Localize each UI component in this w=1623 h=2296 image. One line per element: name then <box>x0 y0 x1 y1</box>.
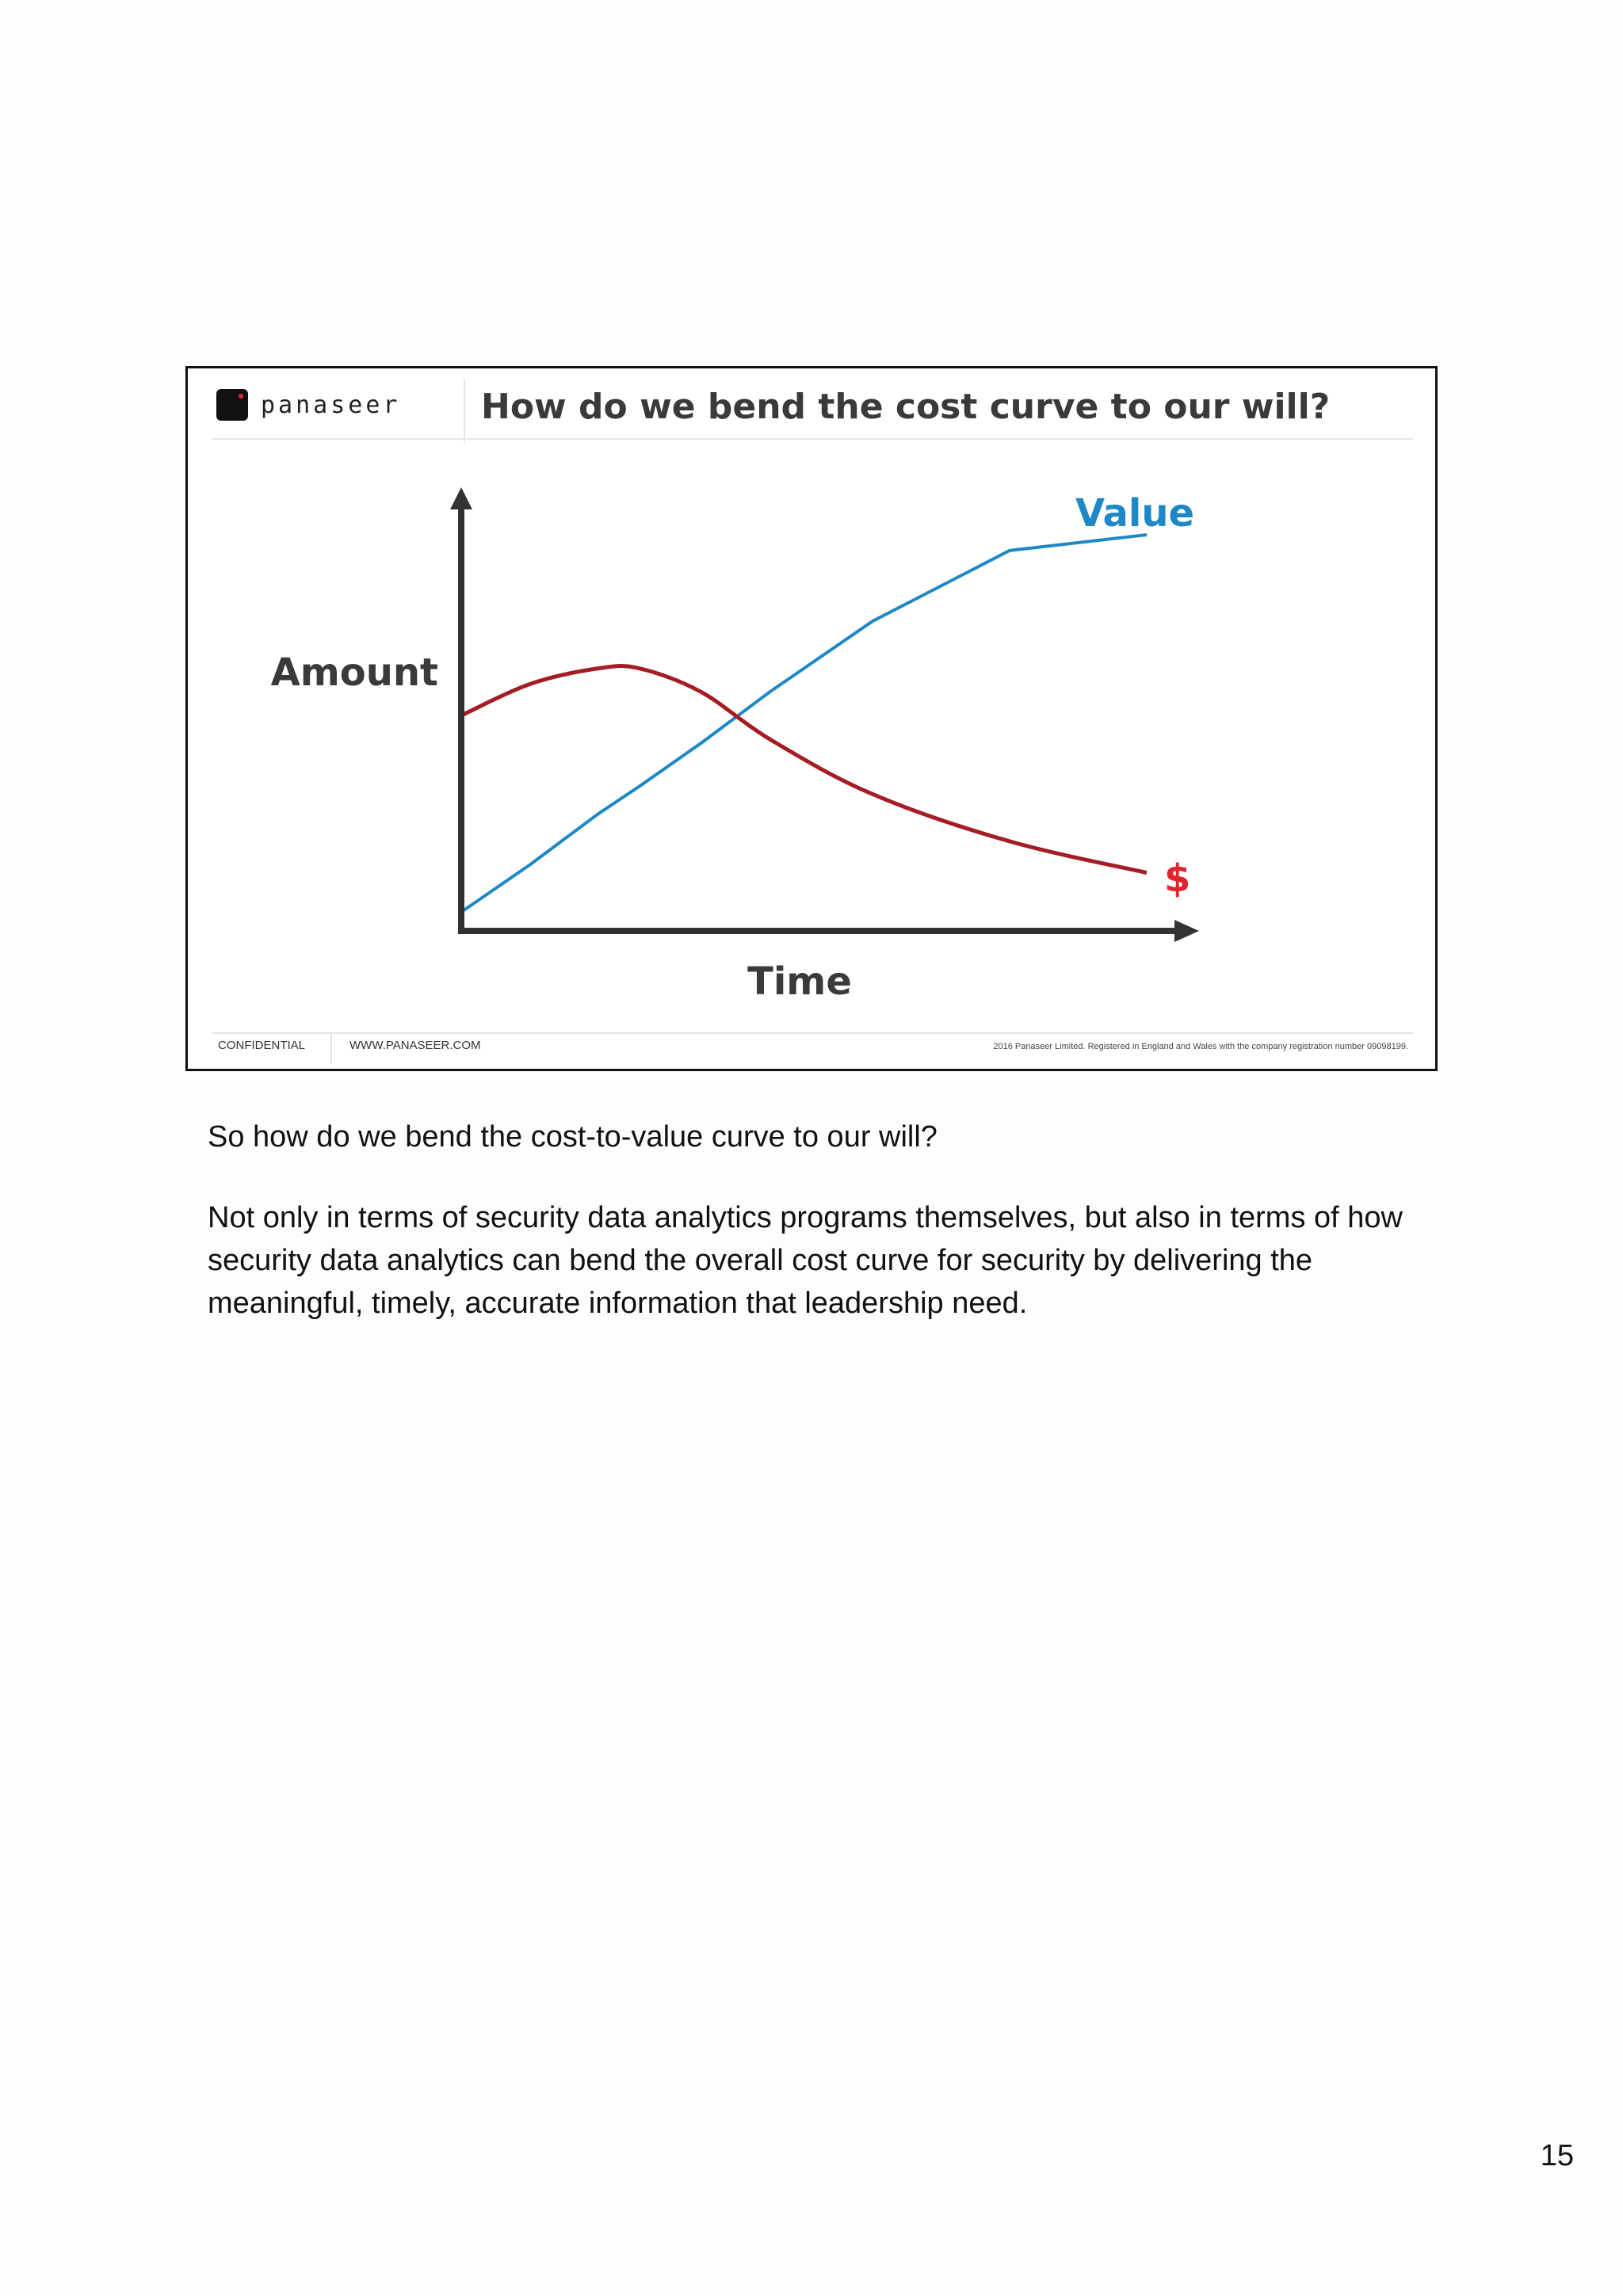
slide-image <box>185 366 1438 1071</box>
cost-value-chart <box>188 368 1435 1069</box>
page-number: 15 <box>1540 2139 1574 2172</box>
value-series-line <box>461 535 1147 912</box>
logo-text: panaseer <box>261 391 401 419</box>
footer-rule <box>212 1032 1413 1034</box>
series-label-value: Value <box>1075 491 1195 536</box>
cost-series-line <box>461 666 1147 873</box>
x-axis-label: Time <box>747 959 852 1004</box>
slide-title: How do we bend the cost curve to our will? <box>481 387 1331 427</box>
speaker-notes <box>208 1116 1444 1363</box>
y-axis-arrow-icon <box>450 487 472 509</box>
footer-url: WWW.PANASEER.COM <box>349 1039 481 1052</box>
notes-paragraph-1: So how do we bend the cost-to-value curve to our will? <box>208 1120 938 1154</box>
y-axis-label: Amount <box>270 650 438 695</box>
footer-legal: 2016 Panaseer Limited. Registered in England and Wales with the company registration number 09098199. <box>993 1042 1408 1051</box>
footer-confidential: CONFIDENTIAL <box>218 1039 306 1052</box>
x-axis-arrow-icon <box>1174 920 1199 942</box>
notes-paragraph-2: Not only in terms of security data analytics programs themselves, but also in terms of how security data analytics can bend the overall cost curve for security by delivering the meaningful, timely, accurate information that leadership need. <box>208 1201 1403 1320</box>
footer-divider <box>330 1032 332 1064</box>
series-label-cost: $ <box>1164 856 1191 901</box>
